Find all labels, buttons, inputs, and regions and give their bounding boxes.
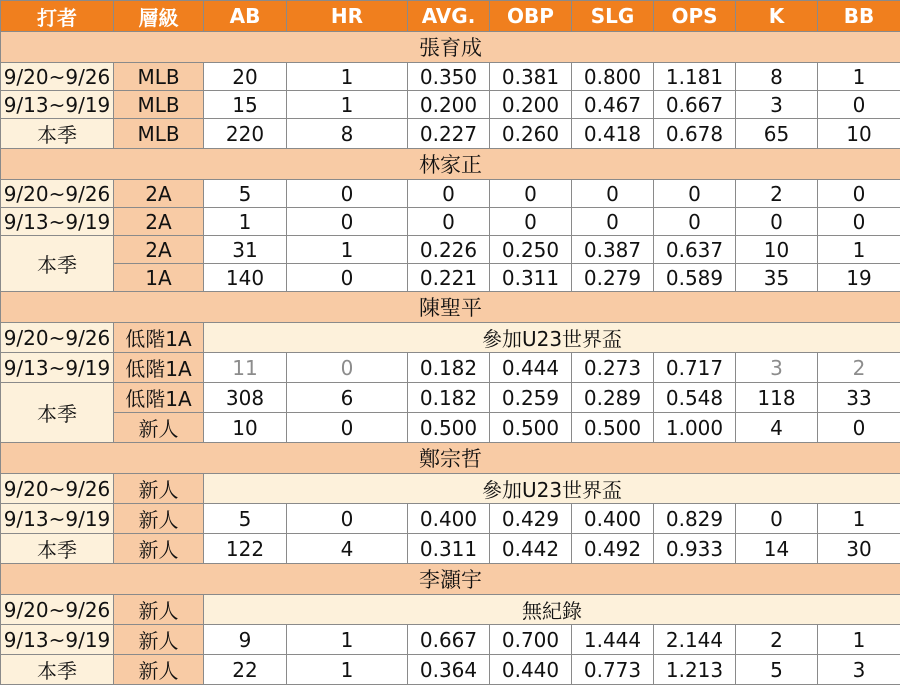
- obp-cell: 0.311: [490, 264, 572, 292]
- level-cell: 新人: [114, 504, 204, 534]
- player-row: [1, 292, 900, 323]
- slg-cell: 0.279: [572, 264, 654, 292]
- k-cell: 3: [736, 91, 818, 119]
- period-cell: 9/20~9/26: [1, 323, 114, 353]
- ab-cell: 5: [204, 504, 287, 534]
- obp-cell: 0.381: [490, 63, 572, 91]
- ops-cell: 0.678: [654, 119, 736, 149]
- k-cell: 65: [736, 119, 818, 149]
- ab-cell: 5: [204, 180, 287, 208]
- ab-cell: 15: [204, 91, 287, 119]
- level-cell: MLB: [114, 63, 204, 91]
- ops-cell: 0.933: [654, 534, 736, 564]
- table-row: [1, 504, 900, 534]
- player-name: 李灝宇: [1, 564, 900, 595]
- level-cell: 1A: [114, 264, 204, 292]
- ab-cell: 308: [204, 383, 287, 413]
- table-row: [1, 353, 900, 383]
- slg-cell: 0: [572, 180, 654, 208]
- note-cell: 無紀錄: [204, 595, 900, 625]
- bb-cell: 1: [818, 63, 900, 91]
- avg-cell: 0.311: [408, 534, 490, 564]
- ab-cell: 140: [204, 264, 287, 292]
- hr-cell: 1: [287, 63, 408, 91]
- level-cell: 低階1A: [114, 353, 204, 383]
- avg-cell: 0.364: [408, 655, 490, 685]
- hr-cell: 0: [287, 504, 408, 534]
- ops-cell: 0.717: [654, 353, 736, 383]
- bb-cell: 19: [818, 264, 900, 292]
- ab-cell: 11: [204, 353, 287, 383]
- slg-cell: 0.400: [572, 504, 654, 534]
- period-cell: 9/20~9/26: [1, 63, 114, 91]
- level-cell: MLB: [114, 119, 204, 149]
- avg-cell: 0.200: [408, 91, 490, 119]
- ops-cell: 0: [654, 180, 736, 208]
- level-cell: 2A: [114, 208, 204, 236]
- slg-cell: 0.500: [572, 413, 654, 443]
- level-cell: 新人: [114, 474, 204, 504]
- bb-cell: 3: [818, 655, 900, 685]
- table-row: [1, 180, 900, 208]
- bb-cell: 0: [818, 180, 900, 208]
- header-obp: OBP: [490, 1, 572, 32]
- slg-cell: 0.273: [572, 353, 654, 383]
- obp-cell: 0.500: [490, 413, 572, 443]
- avg-cell: 0: [408, 208, 490, 236]
- ops-cell: 2.144: [654, 625, 736, 655]
- bb-cell: 0: [818, 413, 900, 443]
- k-cell: 2: [736, 625, 818, 655]
- period-cell: 9/13~9/19: [1, 625, 114, 655]
- ops-cell: 1.181: [654, 63, 736, 91]
- table-row: [1, 208, 900, 236]
- bb-cell: 0: [818, 91, 900, 119]
- ops-cell: 0.589: [654, 264, 736, 292]
- obp-cell: 0.442: [490, 534, 572, 564]
- period-cell: 9/13~9/19: [1, 208, 114, 236]
- level-cell: 新人: [114, 595, 204, 625]
- hr-cell: 0: [287, 180, 408, 208]
- period-cell: 本季: [1, 383, 114, 443]
- header-bb: BB: [818, 1, 900, 32]
- bb-cell: 33: [818, 383, 900, 413]
- player-row: [1, 32, 900, 63]
- avg-cell: 0.182: [408, 383, 490, 413]
- period-cell: 9/20~9/26: [1, 474, 114, 504]
- table-row: [1, 323, 900, 353]
- hr-cell: 1: [287, 91, 408, 119]
- bb-cell: 1: [818, 625, 900, 655]
- hr-cell: 0: [287, 264, 408, 292]
- table-row: [1, 595, 900, 625]
- avg-cell: 0.400: [408, 504, 490, 534]
- table-row: [1, 655, 900, 685]
- table-row: [1, 91, 900, 119]
- level-cell: 低階1A: [114, 323, 204, 353]
- hr-cell: 0: [287, 353, 408, 383]
- player-row: [1, 149, 900, 180]
- ab-cell: 1: [204, 208, 287, 236]
- table-row: [1, 413, 900, 443]
- avg-cell: 0: [408, 180, 490, 208]
- hr-cell: 0: [287, 208, 408, 236]
- bb-cell: 30: [818, 534, 900, 564]
- slg-cell: 1.444: [572, 625, 654, 655]
- obp-cell: 0.444: [490, 353, 572, 383]
- ab-cell: 9: [204, 625, 287, 655]
- k-cell: 10: [736, 236, 818, 264]
- avg-cell: 0.221: [408, 264, 490, 292]
- table-row: [1, 474, 900, 504]
- header-row: [1, 1, 900, 32]
- hr-cell: 1: [287, 625, 408, 655]
- level-cell: 低階1A: [114, 383, 204, 413]
- bb-cell: 0: [818, 208, 900, 236]
- table-row: [1, 264, 900, 292]
- avg-cell: 0.226: [408, 236, 490, 264]
- ops-cell: 0: [654, 208, 736, 236]
- slg-cell: 0.800: [572, 63, 654, 91]
- hr-cell: 4: [287, 534, 408, 564]
- ops-cell: 1.000: [654, 413, 736, 443]
- table-row: [1, 625, 900, 655]
- header-k: K: [736, 1, 818, 32]
- player-name: 陳聖平: [1, 292, 900, 323]
- header-ops: OPS: [654, 1, 736, 32]
- obp-cell: 0.700: [490, 625, 572, 655]
- level-cell: MLB: [114, 91, 204, 119]
- obp-cell: 0: [490, 208, 572, 236]
- ab-cell: 10: [204, 413, 287, 443]
- level-cell: 新人: [114, 655, 204, 685]
- ab-cell: 220: [204, 119, 287, 149]
- hr-cell: 1: [287, 236, 408, 264]
- period-cell: 9/20~9/26: [1, 180, 114, 208]
- header-slg: SLG: [572, 1, 654, 32]
- ab-cell: 20: [204, 63, 287, 91]
- k-cell: 5: [736, 655, 818, 685]
- k-cell: 35: [736, 264, 818, 292]
- avg-cell: 0.182: [408, 353, 490, 383]
- ops-cell: 0.637: [654, 236, 736, 264]
- header-level: 層級: [114, 1, 204, 32]
- player-name: 張育成: [1, 32, 900, 63]
- period-cell: 9/13~9/19: [1, 353, 114, 383]
- period-cell: 本季: [1, 119, 114, 149]
- table-row: [1, 383, 900, 413]
- note-cell: 參加U23世界盃: [204, 323, 900, 353]
- bb-cell: 10: [818, 119, 900, 149]
- period-cell: 本季: [1, 534, 114, 564]
- avg-cell: 0.500: [408, 413, 490, 443]
- avg-cell: 0.350: [408, 63, 490, 91]
- table-row: [1, 534, 900, 564]
- table-row: [1, 236, 900, 264]
- header-hr: HR: [287, 1, 408, 32]
- slg-cell: 0.418: [572, 119, 654, 149]
- ab-cell: 122: [204, 534, 287, 564]
- player-row: [1, 443, 900, 474]
- slg-cell: 0.387: [572, 236, 654, 264]
- player-name: 林家正: [1, 149, 900, 180]
- level-cell: 2A: [114, 180, 204, 208]
- ops-cell: 1.213: [654, 655, 736, 685]
- period-cell: 本季: [1, 655, 114, 685]
- player-name: 鄭宗哲: [1, 443, 900, 474]
- avg-cell: 0.227: [408, 119, 490, 149]
- note-cell: 參加U23世界盃: [204, 474, 900, 504]
- obp-cell: 0.250: [490, 236, 572, 264]
- slg-cell: 0.289: [572, 383, 654, 413]
- obp-cell: 0: [490, 180, 572, 208]
- bb-cell: 1: [818, 504, 900, 534]
- slg-cell: 0.467: [572, 91, 654, 119]
- k-cell: 0: [736, 504, 818, 534]
- hr-cell: 1: [287, 655, 408, 685]
- level-cell: 新人: [114, 625, 204, 655]
- k-cell: 118: [736, 383, 818, 413]
- obp-cell: 0.429: [490, 504, 572, 534]
- k-cell: 0: [736, 208, 818, 236]
- k-cell: 3: [736, 353, 818, 383]
- k-cell: 4: [736, 413, 818, 443]
- period-cell: 9/13~9/19: [1, 91, 114, 119]
- ops-cell: 0.829: [654, 504, 736, 534]
- header-avg: AVG.: [408, 1, 490, 32]
- hr-cell: 6: [287, 383, 408, 413]
- slg-cell: 0.773: [572, 655, 654, 685]
- obp-cell: 0.440: [490, 655, 572, 685]
- level-cell: 2A: [114, 236, 204, 264]
- ab-cell: 31: [204, 236, 287, 264]
- avg-cell: 0.667: [408, 625, 490, 655]
- ops-cell: 0.548: [654, 383, 736, 413]
- period-cell: 9/13~9/19: [1, 504, 114, 534]
- period-cell: 本季: [1, 236, 114, 292]
- k-cell: 8: [736, 63, 818, 91]
- hr-cell: 0: [287, 413, 408, 443]
- ab-cell: 22: [204, 655, 287, 685]
- ops-cell: 0.667: [654, 91, 736, 119]
- hr-cell: 8: [287, 119, 408, 149]
- k-cell: 2: [736, 180, 818, 208]
- period-cell: 9/20~9/26: [1, 595, 114, 625]
- header-ab: AB: [204, 1, 287, 32]
- slg-cell: 0: [572, 208, 654, 236]
- header-batter: 打者: [1, 1, 114, 32]
- table-row: [1, 63, 900, 91]
- level-cell: 新人: [114, 413, 204, 443]
- obp-cell: 0.200: [490, 91, 572, 119]
- k-cell: 14: [736, 534, 818, 564]
- bb-cell: 2: [818, 353, 900, 383]
- player-row: [1, 564, 900, 595]
- obp-cell: 0.259: [490, 383, 572, 413]
- slg-cell: 0.492: [572, 534, 654, 564]
- table-row: [1, 119, 900, 149]
- bb-cell: 1: [818, 236, 900, 264]
- level-cell: 新人: [114, 534, 204, 564]
- obp-cell: 0.260: [490, 119, 572, 149]
